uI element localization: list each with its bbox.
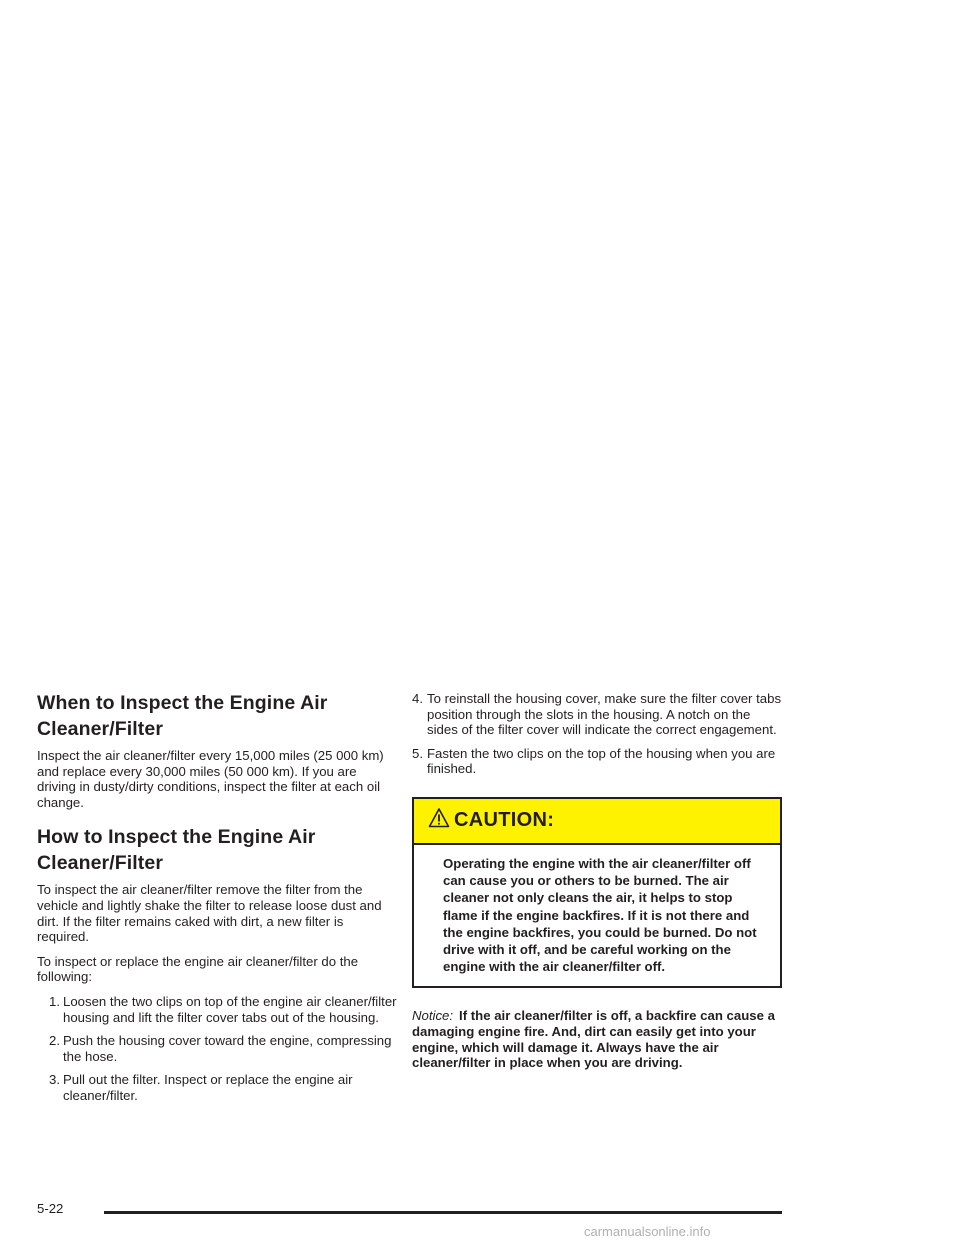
heading-line: Cleaner/Filter <box>37 852 164 875</box>
section-heading-how-to-inspect <box>37 824 399 876</box>
list-item <box>37 994 399 1025</box>
notice-label: Notice: <box>412 1008 454 1024</box>
steps-list-left <box>37 994 399 1104</box>
step-text: Push the housing cover toward the engine, compressing the hose. <box>63 1033 392 1064</box>
step-text: Fasten the two clips on the top of the housing when you are finished. <box>427 745 776 777</box>
list-item <box>412 691 782 738</box>
footer-divider <box>104 1211 782 1214</box>
replace-intro-paragraph: To inspect or replace the engine air cleaner/filter do the following: <box>37 953 359 985</box>
heading-line: How to Inspect the Engine Air <box>37 826 316 849</box>
notice-text: If the air cleaner/filter is off, a backfire can cause a damaging engine fire. And, dirt can easily get into your engine, which will damage it. Always have the air cleaner/filter in place when you are driving. <box>412 1008 775 1071</box>
step-text: To reinstall the housing cover, make sure the filter cover tabs position through the slots in the housing. A notch on the sides of the filter cover will indicate the correct engagement. <box>427 691 782 738</box>
watermark-text: carmanualsonline.info <box>584 1224 711 1239</box>
caution-title: CAUTION: <box>454 809 555 832</box>
inspect-instructions-paragraph: To inspect the air cleaner/filter remove the filter from the vehicle and lightly shake the filter to release loose dust and dirt. If the filter remains caked with dirt, a new filter is required. <box>37 882 382 945</box>
page-number: 5-22 <box>37 1201 64 1216</box>
caution-header <box>414 799 780 845</box>
step-number: 3. <box>49 1072 60 1088</box>
list-item <box>412 746 782 777</box>
step-number: 5. <box>412 745 423 761</box>
step-number: 1. <box>49 993 60 1009</box>
step-text: Pull out the filter. Inspect or replace the engine air cleaner/filter. <box>63 1072 353 1103</box>
caution-box <box>412 797 782 988</box>
steps-list-right <box>412 691 782 777</box>
step-number: 4. <box>412 691 423 706</box>
right-column <box>412 691 782 1071</box>
heading-line: When to Inspect the Engine Air <box>37 692 328 714</box>
heading-line: Cleaner/Filter <box>37 718 164 740</box>
list-item <box>37 1072 399 1103</box>
step-text: Loosen the two clips on top of the engine air cleaner/filter housing and lift the filter cover tabs out of the housing. <box>63 993 397 1025</box>
notice-paragraph <box>412 1008 782 1070</box>
caution-body-text: Operating the engine with the air cleaner/filter off can cause you or others to be burned. The air cleaner not only cleans the air, it helps to stop flame if the engine backfires. If it is not there and the engine backfires, you could be burned. Do not drive with it off, and be careful working on the engine with the air cleaner/filter off. <box>443 855 757 975</box>
warning-triangle-icon <box>428 807 450 829</box>
step-number: 2. <box>49 1033 60 1049</box>
list-item <box>37 1033 399 1064</box>
inspection-interval-paragraph: Inspect the air cleaner/filter every 15,000 miles (25 000 km) and replace every 30,000 miles (50 000 km). If you are driving in dusty/dirty conditions, inspect the filter at each oil change. <box>37 748 384 810</box>
section-heading-when-to-inspect <box>37 690 399 742</box>
left-column <box>37 690 399 1112</box>
